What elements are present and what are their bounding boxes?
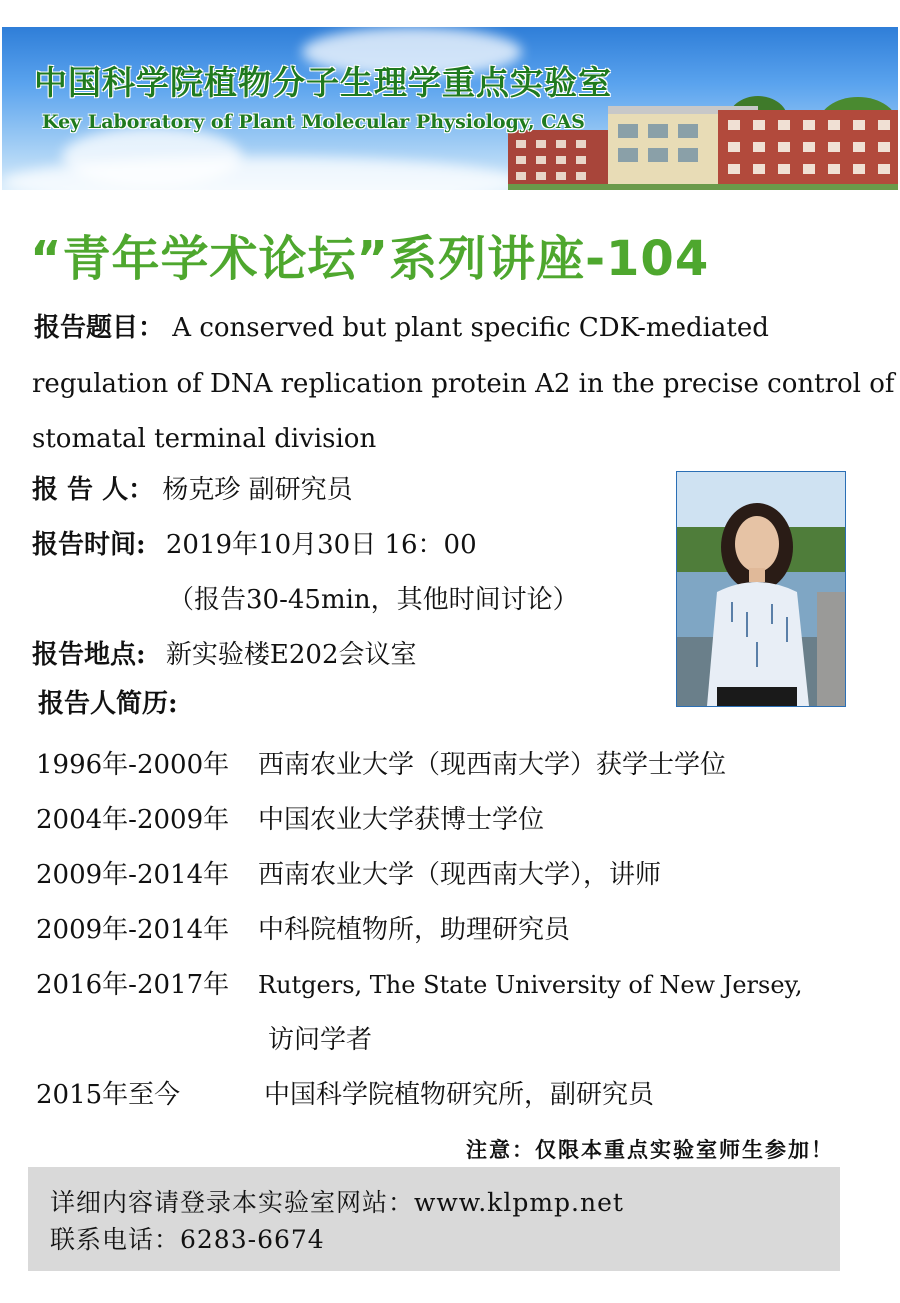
cv-entry-years: 2016年-2017年 (36, 970, 230, 1000)
cv-entry-text: 中国科学院植物研究所，副研究员 (264, 1080, 655, 1110)
cv-entry-text: 中国农业大学获博士学位 (258, 805, 545, 835)
phone-line: 联系电话：6283-6674 (50, 1225, 325, 1254)
header-banner (2, 27, 898, 190)
topic-label: 报告题目： (34, 313, 165, 343)
topic-text-line2: regulation of DNA replication protein A2 in the precise control of (32, 369, 895, 399)
location-label: 报告地点: (32, 640, 146, 670)
cv-entry (36, 909, 570, 946)
cv-entry-years: 2009年-2014年 (36, 860, 230, 890)
topic-row (34, 313, 769, 344)
org-name-en: Key Laboratory of Plant Molecular Physiology, CAS (42, 111, 585, 133)
cv-entry-text: Rutgers, The State University of New Jersey, (258, 971, 803, 999)
topic-text-line1: A conserved but plant specific CDK-mediated (172, 313, 769, 343)
cv-entry-text: 西南农业大学（现西南大学），讲师 (258, 860, 662, 890)
speaker-row (32, 475, 353, 506)
cv-entry (36, 1074, 654, 1111)
topic-text-line3: stomatal terminal division (32, 424, 377, 454)
time-row (32, 530, 477, 561)
cv-entry-text: 中科院植物所，助理研究员 (258, 915, 571, 945)
cv-entry (36, 744, 726, 781)
lecture-series-title: “青年学术论坛”系列讲座-104 (30, 231, 710, 287)
cv-entry (36, 964, 803, 1001)
website-line: 详细内容请登录本实验室网站：www.klpmp.net (50, 1188, 624, 1217)
cv-entry-years: 2009年-2014年 (36, 915, 230, 945)
location-value: 新实验楼E202会议室 (165, 640, 417, 670)
cv-entry-years: 1996年-2000年 (36, 750, 230, 780)
location-row (32, 640, 416, 671)
speaker-photo (676, 471, 846, 707)
cv-entry-text: 西南农业大学（现西南大学）获学士学位 (258, 750, 727, 780)
lab-building-image (508, 90, 898, 190)
time-note: （报告30-45min，其他时间讨论） (168, 585, 579, 615)
attendance-notice: 注意：仅限本重点实验室师生参加！ (466, 1137, 834, 1162)
time-value: 2019年10月30日 16：00 (165, 530, 477, 560)
cv-entry-text-continued: 访问学者 (268, 1025, 373, 1055)
cv-entry-years: 2015年至今 (36, 1080, 181, 1110)
cv-entry (36, 799, 544, 836)
cv-entry (36, 854, 661, 891)
cv-entry-years: 2004年-2009年 (36, 805, 230, 835)
speaker-name: 杨克珍 副研究员 (162, 475, 353, 505)
speaker-label: 报 告 人： (32, 475, 155, 505)
cv-heading: 报告人简历: (38, 689, 178, 719)
contact-footer (28, 1167, 840, 1271)
time-label: 报告时间: (32, 530, 146, 560)
org-name-cn: 中国科学院植物分子生理学重点实验室 (34, 63, 612, 102)
